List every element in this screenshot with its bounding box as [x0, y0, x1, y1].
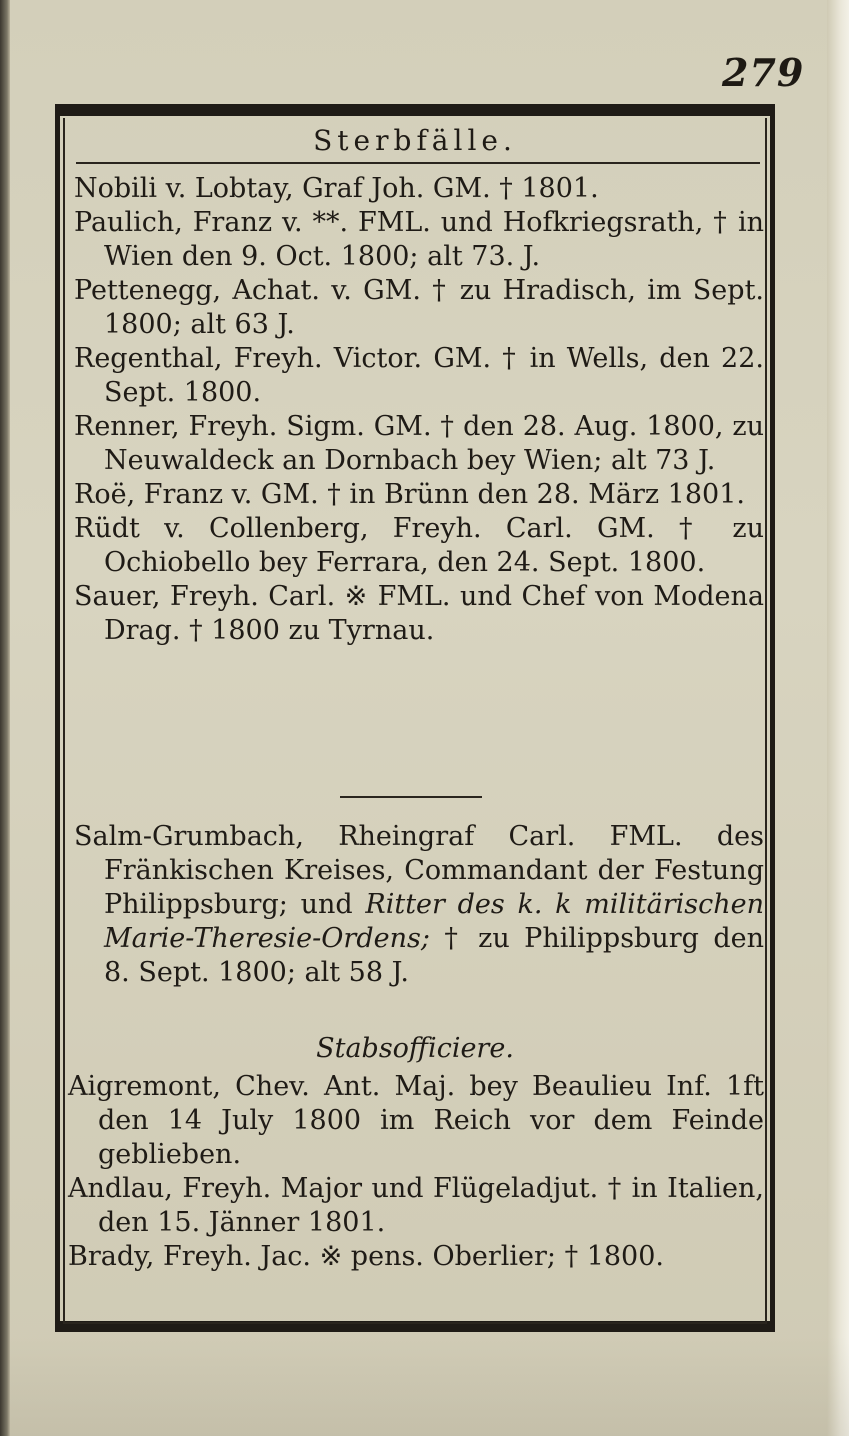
staff-officers-heading: Stabsofficiere.	[316, 1033, 514, 1064]
salm-text-after: † zu Philippsburg den 8. Sept. 1800; alt 58 J.	[104, 923, 764, 988]
list-item: Paulich, Franz v. **. FML. und Hofkriegsrath, † in Wien den 9. Oct. 1800; alt 73. J.	[74, 207, 764, 272]
list-item: Nobili v. Lobtay, Graf Joh. GM. † 1801.	[74, 173, 599, 204]
salm-text-before: Salm-Grumbach, Rheingraf Carl. FML. des Fränkischen Kreises, Commandant der Festung Philippsburg; und	[74, 821, 764, 920]
death-entries-list	[74, 172, 764, 648]
staff-entries-list	[68, 1070, 764, 1274]
section-header	[70, 124, 760, 164]
list-item: Brady, Freyh. Jac. ※ pens. Oberlier; † 1800.	[68, 1241, 664, 1272]
page-shadow	[10, 1336, 849, 1436]
section-title: Sterbfälle.	[313, 124, 517, 157]
list-item: Sauer, Freyh. Carl. ※ FML. und Chef von Modena Drag. † 1800 zu Tyrnau.	[74, 581, 764, 646]
list-item	[74, 820, 764, 990]
list-item: Andlau, Freyh. Major und Flügeladjut. † in Italien, den 15. Jänner 1801.	[68, 1173, 764, 1238]
page-edge	[827, 0, 849, 1436]
list-item: Regenthal, Freyh. Victor. GM. † in Wells, den 22. Sept. 1800.	[74, 343, 764, 408]
list-item: Aigremont, Chev. Ant. Maj. bey Beaulieu Inf. 1ft den 14 July 1800 im Reich vor dem Feinde geblieben.	[68, 1071, 764, 1170]
book-spine	[0, 0, 10, 1436]
page-number: 279	[722, 50, 805, 95]
section-divider	[340, 796, 482, 798]
header-rule	[76, 162, 760, 164]
list-item: Roë, Franz v. GM. † in Brünn den 28. März 1801.	[74, 479, 745, 510]
salm-order-italic: Ritter des k. k militärischen Marie-Theresie-Ordens;	[104, 889, 764, 954]
list-item: Renner, Freyh. Sigm. GM. † den 28. Aug. 1800, zu Neuwaldeck an Dornbach bey Wien; alt 73 J.	[74, 411, 764, 476]
list-item: Rüdt v. Collenberg, Freyh. Carl. GM. † zu Ochiobello bey Ferrara, den 24. Sept. 1800.	[74, 513, 764, 578]
salm-entry-block	[74, 820, 764, 990]
list-item: Pettenegg, Achat. v. GM. † zu Hradisch, im Sept. 1800; alt 63 J.	[74, 275, 764, 340]
